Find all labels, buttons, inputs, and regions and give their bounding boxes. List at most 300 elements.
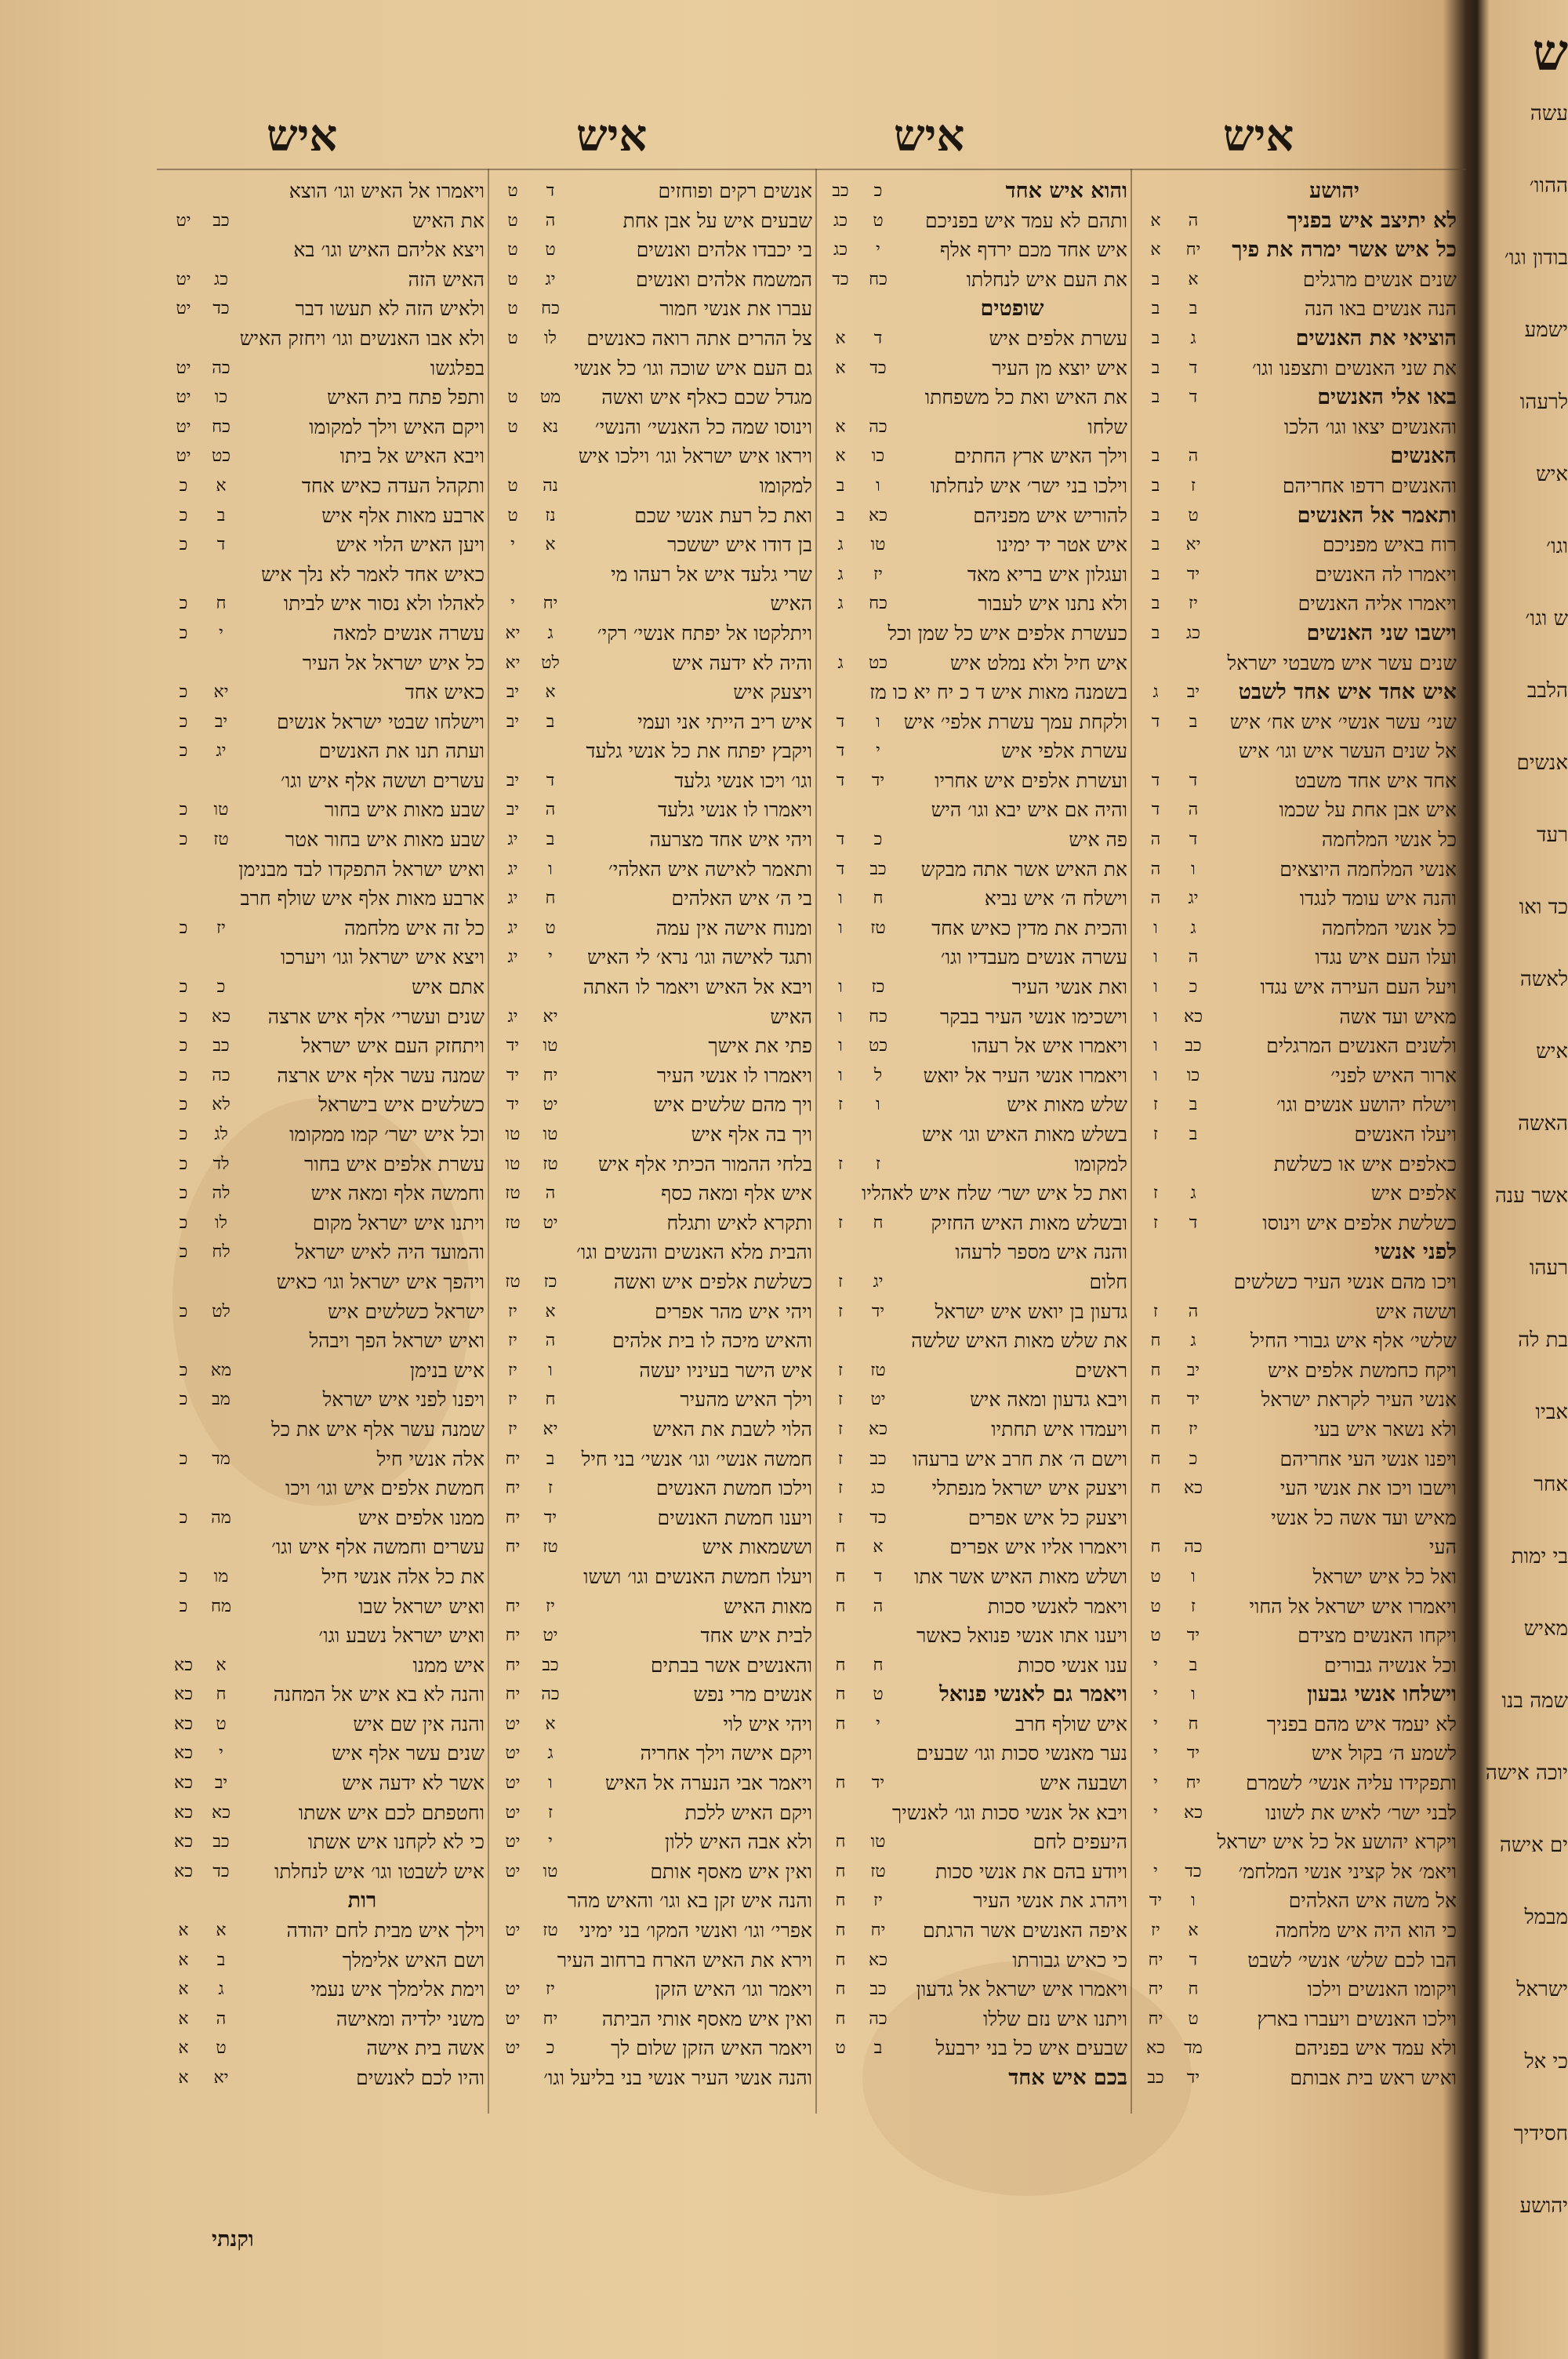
concordance-entry <box>165 442 485 471</box>
entry-chapter: ז <box>837 1390 844 1410</box>
entry-verse <box>202 1886 240 1916</box>
entry-text: עשרת אלפים איש <box>989 326 1127 350</box>
concordance-entry <box>165 265 485 295</box>
entry-verse: יט <box>543 1212 558 1233</box>
concordance-entry <box>1137 1267 1457 1297</box>
entry-text: וירא את האיש הארח ברחוב העיר <box>557 1948 812 1972</box>
entry-chapter: א <box>178 2038 189 2059</box>
entry-text: בן דודו איש יששכר <box>667 533 812 557</box>
entry-verse <box>202 766 240 796</box>
concordance-entry <box>165 1150 485 1180</box>
concordance-entry <box>494 2034 812 2063</box>
entry-text: ויענו חמשת האנשים <box>657 1506 812 1529</box>
concordance-entry <box>822 1326 1127 1356</box>
entry-chapter: יט <box>505 1921 521 1941</box>
entry-verse: יג <box>216 741 227 761</box>
concordance-entry <box>822 1532 1127 1562</box>
entry-chapter: כ <box>179 623 188 643</box>
entry-text: וחטפתם לכם איש אשתו <box>298 1801 485 1824</box>
entry-verse: לג <box>214 1125 228 1144</box>
entry-verse: טז <box>543 1154 558 1174</box>
concordance-entry <box>165 1326 485 1356</box>
concordance-entry <box>1137 383 1457 413</box>
entry-verse: כח <box>869 269 887 289</box>
entry-verse <box>859 2063 897 2093</box>
entry-text: וילך האיש מהעיר <box>680 1388 812 1412</box>
concordance-entry <box>822 176 1127 206</box>
concordance-entry <box>165 1179 485 1209</box>
facing-page-fragment: אשר ענה <box>1494 1184 1568 1208</box>
entry-verse: א <box>216 1655 227 1675</box>
entry-chapter <box>163 855 201 885</box>
concordance-entry <box>165 1946 485 1976</box>
facing-page-heading: ש <box>1532 24 1568 82</box>
entry-chapter: כ <box>179 1596 188 1616</box>
entry-verse: ט <box>216 2038 227 2059</box>
entry-chapter: ט <box>507 475 518 496</box>
entry-verse: א <box>873 1537 884 1558</box>
facing-page-fragment: האשה <box>1518 1112 1568 1136</box>
entry-chapter: כ <box>179 682 188 703</box>
entry-text: ויבא אל אנשי סכות וגו׳ לאנשיך <box>891 1801 1127 1824</box>
concordance-entry <box>165 1562 485 1592</box>
entry-text: לאהלו ולא נסור איש לביתו <box>283 592 485 616</box>
entry-text: ויקם אישה וילך אחריה <box>640 1742 812 1765</box>
entry-text: אל משה איש האלהים <box>1288 1889 1457 1913</box>
concordance-entry <box>165 206 485 236</box>
concordance-entry <box>822 795 1127 825</box>
entry-verse: י <box>876 741 880 761</box>
concordance-entry <box>165 619 485 649</box>
entry-text: ואיש ישראל נשבע וגו׳ <box>318 1624 485 1648</box>
entry-verse: יב <box>1186 1360 1200 1380</box>
concordance-entry <box>165 1002 485 1032</box>
entry-chapter: יא <box>505 652 521 673</box>
entry-verse: כ <box>546 2038 555 2059</box>
entry-verse <box>859 1621 897 1651</box>
entry-chapter: יב <box>506 711 520 732</box>
entry-verse: ו <box>548 1360 553 1380</box>
entry-verse: יא <box>213 682 229 703</box>
entry-chapter: כ <box>179 1507 188 1528</box>
concordance-entry <box>494 471 812 501</box>
entry-text: שמנה עשר אלף איש את כל <box>271 1417 485 1441</box>
concordance-entry <box>494 176 812 206</box>
concordance-entry <box>165 855 485 885</box>
entry-verse <box>202 235 240 265</box>
concordance-entry <box>1137 413 1457 442</box>
concordance-entry <box>1137 1120 1457 1150</box>
entry-text: עשרת אלפי איש <box>1001 740 1127 763</box>
concordance-entry <box>822 1798 1127 1828</box>
entry-verse: כה <box>1184 1537 1203 1558</box>
entry-text: ויקרא יהושע אל כל איש ישראל <box>1217 1830 1457 1854</box>
entry-chapter: ח <box>835 1861 846 1881</box>
concordance-entry <box>822 1031 1127 1061</box>
entry-verse: ד <box>1189 1950 1198 1970</box>
entry-chapter: י <box>1153 1802 1158 1823</box>
concordance-entry <box>165 1621 485 1651</box>
entry-text: והכית את מדין כאיש אחד <box>931 916 1127 940</box>
entry-chapter <box>812 619 850 649</box>
entry-chapter: יב <box>506 682 520 703</box>
entry-chapter: כג <box>833 210 848 231</box>
facing-page-fragment: איש <box>1536 1040 1568 1063</box>
concordance-entry <box>822 2005 1127 2034</box>
entry-chapter: ב <box>1151 505 1160 525</box>
concordance-entry <box>494 1356 812 1386</box>
entry-text: להוריש איש מפניהם <box>973 503 1127 527</box>
entry-verse: כד <box>1185 1861 1202 1881</box>
entry-verse: יח <box>543 1065 558 1085</box>
entry-verse <box>532 354 569 383</box>
concordance-entry <box>494 649 812 678</box>
concordance-entry <box>822 1385 1127 1415</box>
concordance-entry <box>822 1886 1127 1916</box>
entry-verse: ד <box>873 1566 883 1587</box>
entry-text: ויאמרו איש ישראל אל גדעון <box>916 1978 1127 2001</box>
concordance-entry <box>1137 1002 1457 1032</box>
entry-text: בפלגשו <box>430 356 485 380</box>
entry-verse <box>1174 1827 1212 1857</box>
entry-verse: כ <box>873 181 883 201</box>
entry-verse: ג <box>1190 1183 1196 1204</box>
entry-text: ואיש ראש בית אבותם <box>1290 2066 1457 2089</box>
concordance-entry <box>822 1120 1127 1150</box>
entry-text: שבעים איש כל בני ירבעל <box>935 2037 1127 2060</box>
entry-text: המשמח אלהים ואנשים <box>635 267 812 291</box>
concordance-entry <box>165 1592 485 1622</box>
entry-text: בשלש מאות האיש וגו׳ איש <box>921 1123 1127 1146</box>
concordance-entry <box>1137 471 1457 501</box>
entry-verse: יא <box>213 2068 229 2088</box>
concordance-entry <box>165 1385 485 1415</box>
entry-verse: יב <box>1186 682 1200 703</box>
entry-chapter: ג <box>837 564 844 584</box>
entry-chapter <box>494 736 532 766</box>
entry-verse: כא <box>1184 1006 1203 1027</box>
concordance-entry <box>822 530 1127 560</box>
entry-text: את האיש <box>412 209 485 232</box>
entry-text: והמועד היה לאיש ישראל <box>295 1241 485 1264</box>
entry-verse: לד <box>212 1154 230 1174</box>
entry-chapter: כ <box>179 711 188 732</box>
entry-text: ויענו אתו אנשי פנואל כאשר <box>916 1624 1127 1648</box>
entry-text: ושבעה איש <box>1040 1772 1127 1795</box>
entry-verse <box>1174 413 1212 442</box>
concordance-entry <box>1137 649 1457 678</box>
entry-chapter: כ <box>179 1154 188 1174</box>
entry-chapter: ט <box>507 505 518 525</box>
entry-verse: ח <box>873 1655 884 1675</box>
concordance-entry <box>822 1857 1127 1887</box>
entry-text: וימת אלימלך איש נעמי <box>310 1978 485 2001</box>
entry-text: איש ריב הייתי אני ועמי <box>637 710 812 733</box>
entry-verse: טז <box>870 918 886 938</box>
entry-chapter: ט <box>507 416 518 437</box>
entry-chapter: כ <box>179 918 188 938</box>
entry-verse <box>1174 1150 1212 1180</box>
concordance-entry <box>494 884 812 914</box>
entry-verse: יד <box>871 770 885 791</box>
entry-text: ולא עמד איש בפניהם <box>1294 2037 1457 2060</box>
entry-chapter <box>822 1120 859 1150</box>
concordance-entry <box>822 1445 1127 1474</box>
concordance-entry <box>822 825 1127 855</box>
concordance-entry <box>1137 589 1457 619</box>
entry-chapter: ז <box>837 1478 844 1499</box>
concordance-entry <box>1137 176 1457 206</box>
entry-text: ותאמר לאישה איש האלהי׳ <box>608 857 812 881</box>
entry-verse: יט <box>870 1390 886 1410</box>
entry-chapter: ט <box>507 240 518 260</box>
entry-text: רוח באיש מפניכם <box>1322 533 1457 557</box>
facing-page-fragment: מבמל <box>1524 1906 1568 1929</box>
entry-verse <box>532 1562 569 1592</box>
concordance-entry <box>822 766 1127 796</box>
entry-verse: כ <box>1189 977 1198 998</box>
entry-verse: כח <box>212 416 230 437</box>
entry-chapter: ט <box>507 387 518 408</box>
concordance-entry <box>1137 1445 1457 1474</box>
entry-text: איש הישר בעיניו יעשה <box>639 1358 812 1382</box>
entry-verse: יד <box>1186 2068 1200 2088</box>
entry-verse: ט <box>873 1685 884 1705</box>
entry-verse: יח <box>543 2008 558 2029</box>
entry-text: ויתנו איש נזם שללו <box>982 2007 1127 2030</box>
entry-text: ויאמר האיש הזקן שלום לך <box>611 2037 812 2060</box>
concordance-entry <box>165 294 485 324</box>
entry-chapter: כא <box>174 1743 193 1764</box>
concordance-entry <box>494 1710 812 1739</box>
entry-text: כל זה איש מלחמה <box>344 916 485 940</box>
entry-verse: ו <box>548 859 553 879</box>
entry-verse: כא <box>869 1950 887 1970</box>
concordance-entry <box>1137 736 1457 766</box>
entry-text: ואל כל איש ישראל <box>1312 1565 1457 1588</box>
entry-text: וינוסו שמה כל האנשי׳ והנשי׳ <box>594 415 812 438</box>
entry-verse: ו <box>1191 1891 1196 1911</box>
entry-text: את שני האנשים ותצפנו וגו׳ <box>1252 356 1457 380</box>
concordance-entry <box>822 943 1127 972</box>
entry-text: כשלשת אלפים איש וינוסו <box>1262 1211 1457 1234</box>
entry-text: שלש מאות איש <box>1007 1093 1127 1117</box>
entry-verse: יז <box>546 1596 555 1616</box>
entry-text: רות <box>347 1888 377 1914</box>
concordance-entry <box>165 649 485 678</box>
entry-verse: כד <box>869 1507 887 1528</box>
entry-verse: א <box>545 1714 556 1734</box>
concordance-entry <box>494 766 812 796</box>
entry-chapter <box>165 649 202 678</box>
entry-chapter <box>494 354 532 383</box>
entry-chapter: יב <box>506 800 520 820</box>
entry-chapter: כ <box>179 1183 188 1204</box>
entry-text: בי יכבדו אלהים ואנשים <box>636 238 812 262</box>
concordance-entry <box>1137 1680 1457 1710</box>
facing-page-fragment: אנשים <box>1516 751 1568 775</box>
entry-chapter: כא <box>174 1685 193 1705</box>
concordance-entry <box>1137 884 1457 914</box>
entry-verse <box>532 1238 569 1267</box>
concordance-entry <box>494 972 812 1002</box>
facing-page-fragment: שמה בנו <box>1501 1689 1568 1713</box>
entry-text: והיה אם איש יבא וגו׳ היש <box>931 798 1127 822</box>
concordance-entry <box>494 501 812 531</box>
entry-verse: לו <box>544 328 557 348</box>
entry-text: ושלש מאות האיש אשר אתו <box>913 1565 1127 1588</box>
entry-chapter: ח <box>1150 1390 1161 1410</box>
entry-chapter: ז <box>837 1212 844 1233</box>
concordance-entry <box>165 413 485 442</box>
entry-chapter <box>822 1326 859 1356</box>
entry-verse: יח <box>1185 240 1201 260</box>
concordance-entry <box>494 324 812 354</box>
entry-verse: טז <box>213 830 229 850</box>
concordance-entry <box>1137 1621 1457 1651</box>
entry-text: ויקבץ יפתח את כל אנשי גלעד <box>586 740 812 763</box>
entry-text: חמשת אלפים איש וגו׳ ויכו <box>285 1477 485 1500</box>
concordance-entry <box>494 855 812 885</box>
concordance-entry <box>494 1827 812 1857</box>
concordance-entry <box>494 1768 812 1798</box>
concordance-entry <box>822 1739 1127 1768</box>
concordance-entry <box>822 1562 1127 1592</box>
entry-text: אשר לא ידעה איש <box>342 1772 485 1795</box>
concordance-entry <box>822 1297 1127 1327</box>
entry-chapter: כ <box>179 800 188 820</box>
concordance-entry <box>165 560 485 590</box>
entry-text: איש אטר יד ימינו <box>996 533 1127 557</box>
entry-chapter: ג <box>837 594 844 614</box>
concordance-entry <box>1137 1179 1457 1209</box>
entry-text: כל איש אשר ימרה את פיך <box>1232 238 1457 263</box>
concordance-entry <box>494 589 812 619</box>
entry-text: כי כאיש גבורתו <box>1012 1948 1127 1972</box>
entry-chapter: ח <box>835 1950 846 1970</box>
concordance-entry <box>494 1150 812 1180</box>
entry-text: שבע מאות איש בחור אטר <box>285 828 485 852</box>
entry-verse: כב <box>869 1448 887 1469</box>
entry-chapter: יח <box>505 1685 521 1705</box>
entry-verse: ד <box>1189 358 1198 378</box>
concordance-entry <box>1137 1857 1457 1887</box>
entry-chapter: ח <box>1150 1360 1161 1380</box>
facing-page-fragment: חסידיך <box>1513 2122 1568 2146</box>
entry-verse: ח <box>545 889 556 909</box>
entry-verse <box>532 972 569 1002</box>
entry-chapter: יט <box>176 358 191 378</box>
entry-text: וילך איש מבית לחם יהודה <box>286 1919 485 1943</box>
entry-text: ואין איש מאסף אותי הביתה <box>601 2007 812 2030</box>
entry-chapter: כ <box>179 594 188 614</box>
entry-chapter: ח <box>835 1891 846 1911</box>
entry-chapter: כ <box>179 1566 188 1587</box>
concordance-entry <box>822 1710 1127 1739</box>
concordance-column-1 <box>1137 176 1457 2093</box>
entry-verse: כב <box>869 1979 887 2000</box>
entry-verse: ט <box>545 240 556 260</box>
entry-chapter <box>165 943 202 972</box>
concordance-entry <box>822 1061 1127 1091</box>
entry-text: כי הוא היה איש מלחמה <box>1275 1919 1457 1943</box>
entry-verse: ח <box>873 1212 884 1233</box>
facing-page-fragment: הלבב <box>1526 679 1568 703</box>
entry-chapter: ו <box>1153 918 1158 938</box>
concordance-entry <box>1137 354 1457 383</box>
entry-verse: ב <box>1189 1655 1198 1675</box>
entry-text: איש אבן אחת על שכמו <box>1279 798 1457 822</box>
entry-verse <box>1174 1238 1212 1267</box>
concordance-entry <box>1137 206 1457 236</box>
concordance-entry <box>822 1356 1127 1386</box>
column-header-2: איש <box>894 110 965 162</box>
entry-text: ועגלון איש בריא מאד <box>967 562 1127 586</box>
entry-text: ואיש ישראל הפך ויבהל <box>309 1329 485 1353</box>
entry-chapter: ז <box>837 1301 844 1321</box>
entry-verse: כז <box>543 1271 557 1292</box>
entry-chapter: י <box>1153 1773 1158 1794</box>
concordance-entry <box>1137 1798 1457 1828</box>
entry-verse: יד <box>871 1773 885 1794</box>
entry-verse: כח <box>869 1006 887 1027</box>
entry-verse: ח <box>545 1390 556 1410</box>
entry-verse <box>202 1621 240 1651</box>
entry-text: והוא איש אחד <box>1005 179 1127 203</box>
concordance-entry <box>165 354 485 383</box>
entry-text: ואת כל רעת אנשי שכם <box>634 503 812 527</box>
concordance-entry <box>494 206 812 236</box>
concordance-entry <box>494 1857 812 1887</box>
entry-chapter: י <box>510 594 515 614</box>
entry-text: וילך האיש ארץ החתים <box>953 445 1127 468</box>
entry-text: ולשנים האנשים המרגלים <box>1266 1034 1457 1058</box>
entry-text: ויכו מהם אנשי העיר כשלשים <box>1233 1270 1457 1293</box>
entry-chapter: ח <box>835 1979 846 2000</box>
entry-verse <box>859 1238 897 1267</box>
entry-chapter <box>165 1621 202 1651</box>
entry-chapter <box>165 176 202 206</box>
concordance-entry <box>494 1120 812 1150</box>
entry-chapter: ח <box>835 1773 846 1794</box>
entry-chapter: ד <box>836 859 845 879</box>
concordance-entry <box>822 1768 1127 1798</box>
concordance-entry <box>494 1238 812 1267</box>
entry-text: עשרים וחמשה אלף איש וגו׳ <box>271 1536 485 1559</box>
facing-page-fragment: בי ימות <box>1511 1545 1568 1568</box>
entry-verse: כא <box>212 1006 230 1027</box>
facing-page-fragment: רעד <box>1537 823 1568 847</box>
entry-chapter: ב <box>1151 446 1160 467</box>
entry-verse: טו <box>870 535 886 555</box>
entry-chapter: כ <box>179 1125 188 1144</box>
entry-verse: נז <box>545 505 556 525</box>
entry-verse: א <box>545 682 556 703</box>
entry-text: לא יתיצב איש בפניך <box>1287 208 1457 233</box>
entry-chapter: יט <box>176 269 191 289</box>
entry-verse <box>530 1886 568 1916</box>
entry-verse: א <box>545 535 556 555</box>
concordance-entry <box>165 825 485 855</box>
concordance-entry <box>1137 1710 1457 1739</box>
entry-verse: י <box>219 1743 223 1764</box>
entry-chapter: ח <box>1150 1448 1161 1469</box>
entry-verse: ז <box>1190 475 1196 496</box>
entry-verse: יא <box>1185 535 1201 555</box>
entry-chapter <box>494 972 532 1002</box>
entry-chapter: ו <box>1153 1036 1158 1056</box>
facing-page-fragment: עשה <box>1530 102 1568 125</box>
